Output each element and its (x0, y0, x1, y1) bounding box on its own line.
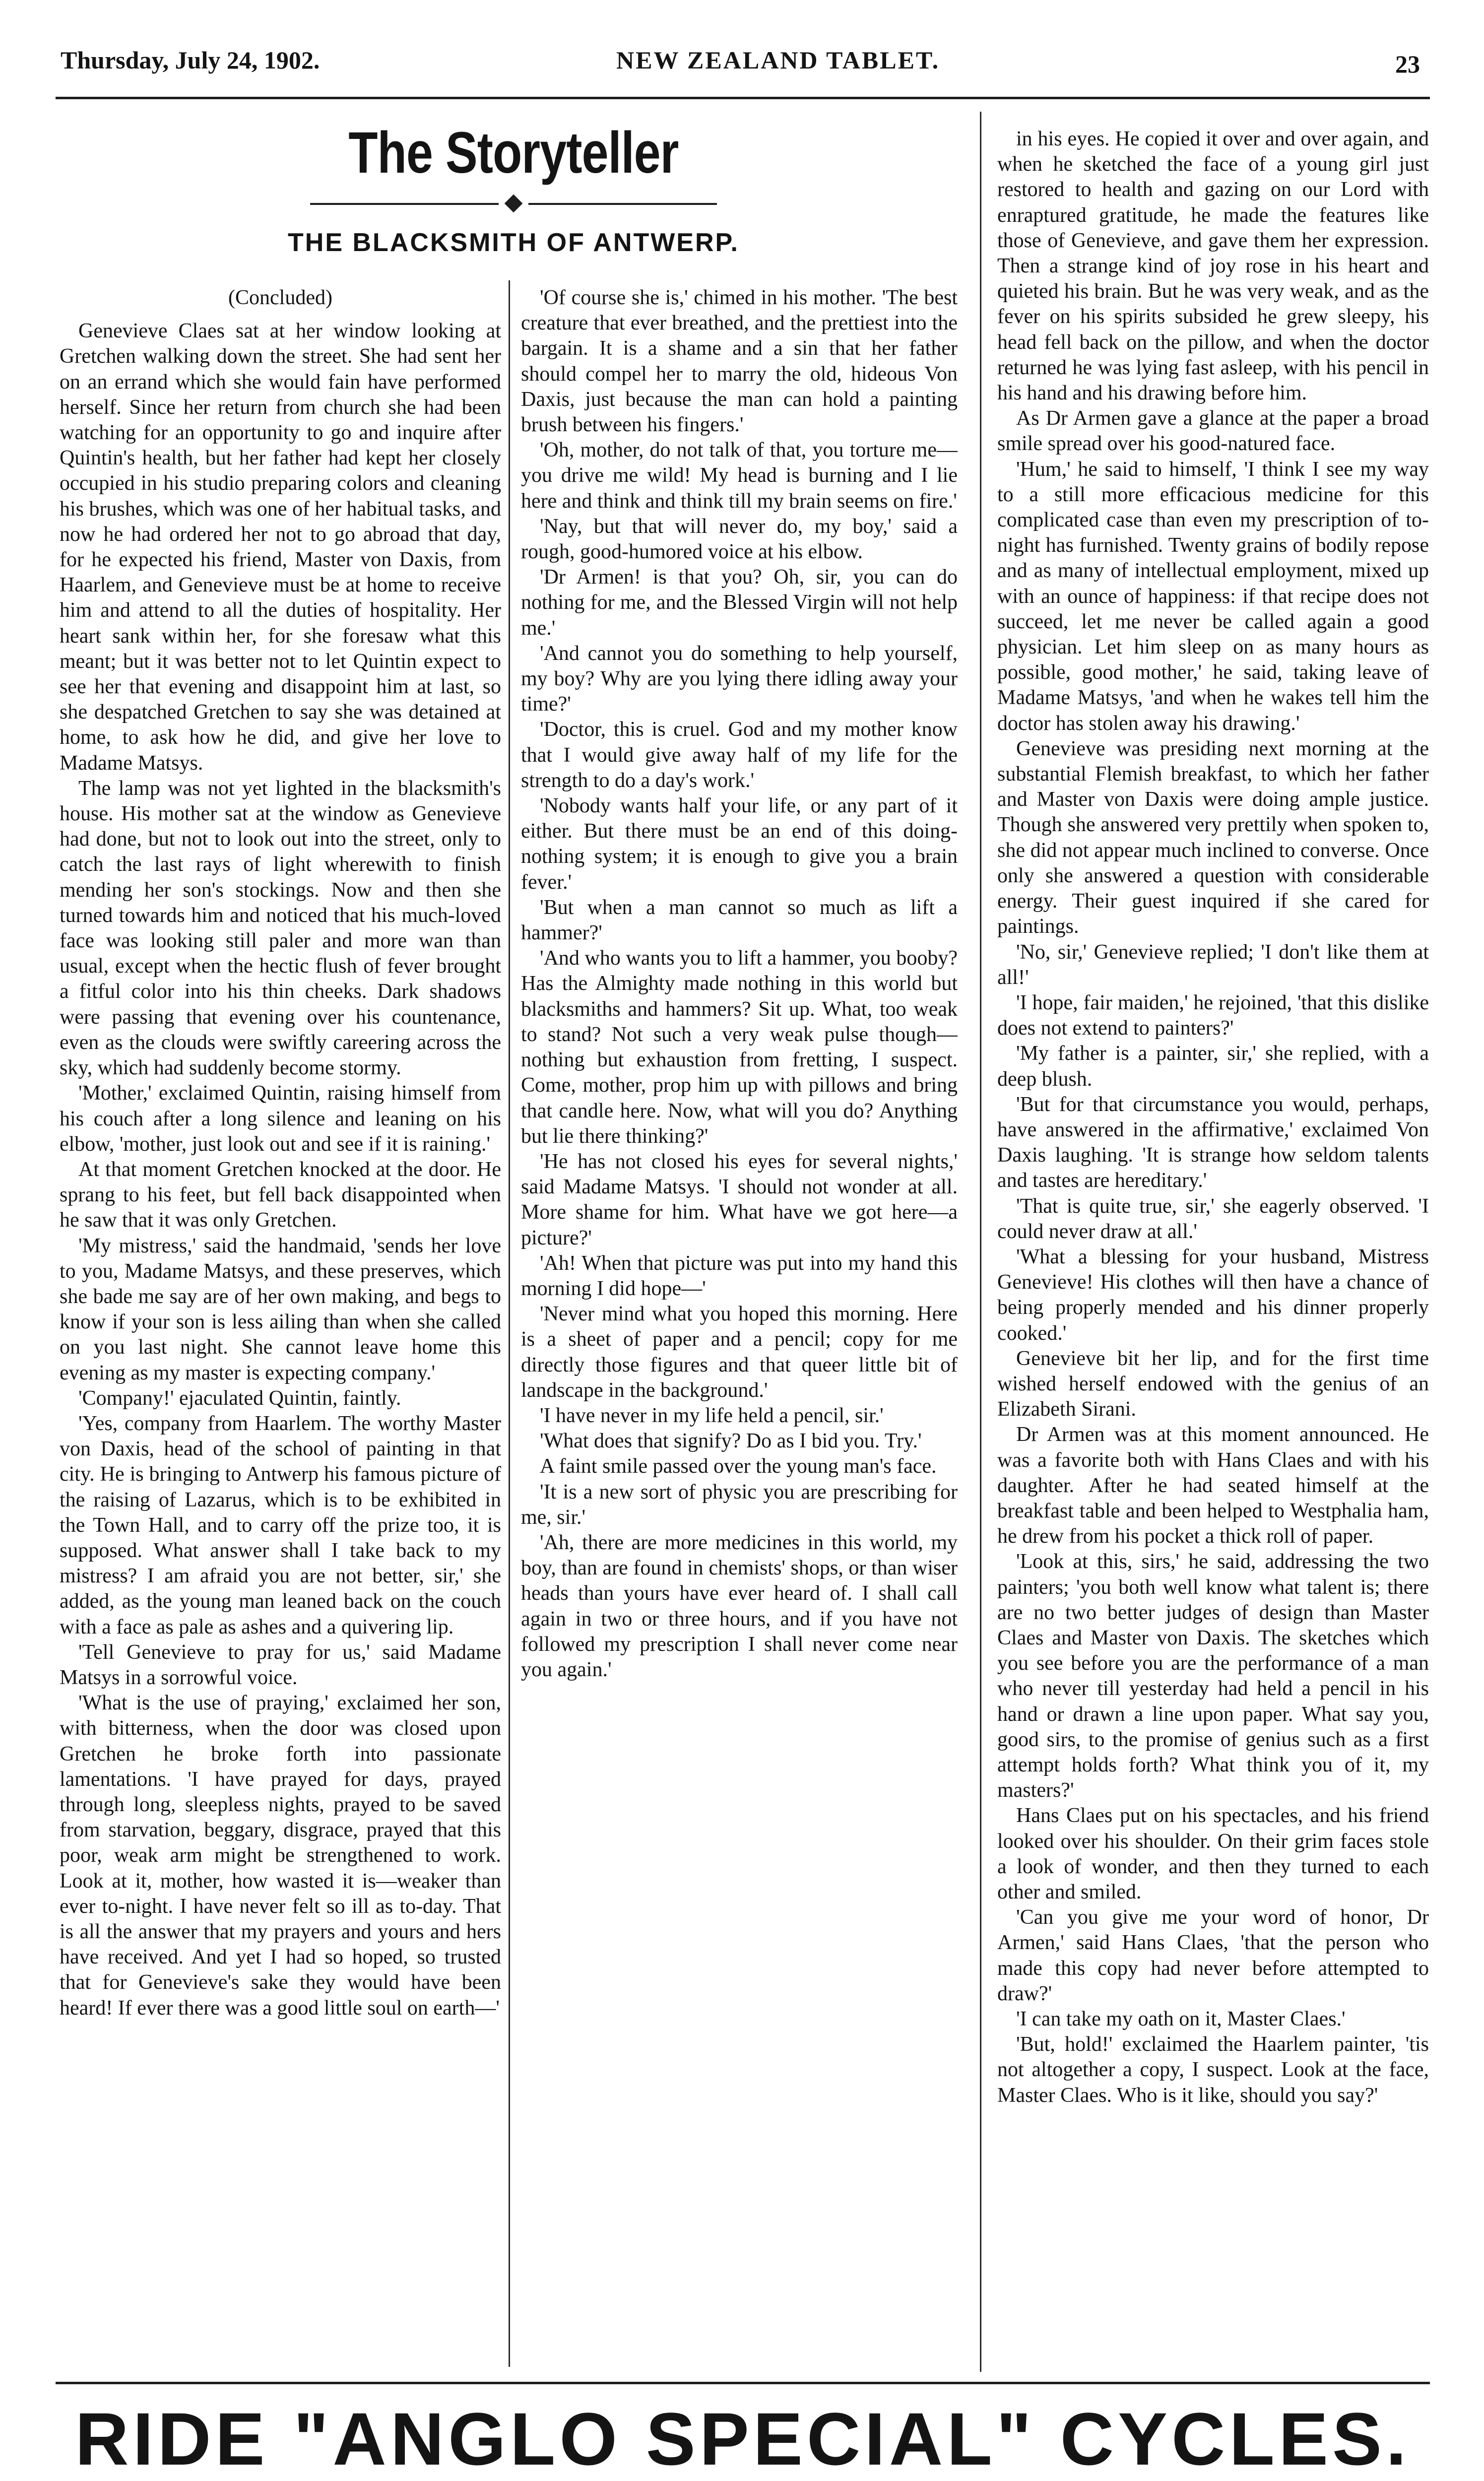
article-column-3 (997, 127, 1429, 2369)
paragraph: in his eyes. He copied it over and over again, and when he sketched the face of a young girl just restored to health and gazing on our Lord with enraptured gratitude, he made the features like those of Genevieve, and gave them her expression. Then a strange kind of joy rose in his heart and quieted his brain. But he was very weak, and as the fever on his spirits subsided he grew sleepy, his head fell back on the pillow, and when the doctor returned he was lying fast asleep, with his pencil in his hand and his drawing before him. (997, 128, 1429, 405)
column-divider-2 (980, 112, 981, 2372)
footer-rule (56, 2382, 1430, 2384)
paragraph: 'Nobody wants half your life, or any part of it either. But there must be an end of this doing-nothing system; it is enough to give you a brain fever.' (521, 794, 958, 894)
paragraph: 'But, hold!' exclaimed the Haarlem painter, 'tis not altogether a copy, I suspect. Look at the face, Master Claes. Who is it like, should you say?' (997, 2033, 1429, 2107)
title-ornament (310, 194, 717, 214)
paragraph: 'Oh, mother, do not talk of that, you torture me—you drive me wild! My head is burning and I lie here and think and think till my brain seems on fire.' (521, 439, 958, 513)
paragraph: 'Nay, but that will never do, my boy,' said a rough, good-humored voice at his elbow. (521, 515, 958, 564)
story-title: THE BLACKSMITH OF ANTWERP. (288, 228, 739, 257)
paragraph: 'My mistress,' said the handmaid, 'sends her love to you, Madame Matsys, and these preserves, which she bade me say are of her own making, and begs to know if your son is less ailing than when she called on you last night. She cannot leave home this evening as my master is expecting company.' (60, 1234, 501, 1384)
issue-date: Thursday, July 24, 1902. (61, 46, 320, 74)
paragraph: 'My father is a painter, sir,' she replied, with a deep blush. (997, 1042, 1429, 1091)
paragraph: 'What is the use of praying,' exclaimed her son, with bitterness, when the door was closed upon Gretchen he broke forth into passionate lamentations. 'I have prayed for days, prayed through long, sleepless nights, prayed to be saved from starvation, beggary, disgrace, prayed that this poor, weak arm might be strengthened to work. Look at it, mother, how wasted it is—weaker than ever to-night. I have never felt so ill as to-day. That is all the answer that my prayers and yours and hers have received. And yet I had so hoped, so trusted that for Genevieve's sake they would have been heard! If ever there was a good little soul on earth—' (60, 1692, 501, 2020)
diamond-ornament-icon (505, 195, 523, 213)
paragraph: 'Company!' ejaculated Quintin, faintly. (78, 1386, 401, 1410)
paragraph: 'It is a new sort of physic you are prescribing for me, sir.' (521, 1480, 958, 1529)
paragraph: 'Hum,' he said to himself, 'I think I see my way to a still more efficacious medicine for this complicated case than even my prescription of to-night has furnished. Twenty grains of bodily repose and as many of intellectual employment, mixed up with an ounce of happiness: if that recipe does not succeed, let me never be called again a good physician. Let him sleep on as many hours as possible, good mother,' he said, taking leave of Madame Matsys, 'and when he wakes tell him the doctor has stolen away his drawing.' (997, 457, 1429, 735)
paragraph: The lamp was not yet lighted in the blacksmith's house. His mother sat at the window as Genevieve had done, but not to look out into the street, only to catch the last rays of light wherewith to finish mending her son's stockings. Now and then she turned towards him and noticed that his much-loved face was looking still paler and more wan than usual, except when the hectic flush of fever brought a fitful color into his thin cheeks. Dark shadows were passing that evening over his countenance, even as the clouds were swiftly careering across the sky, which had suddenly become stormy. (60, 777, 501, 1080)
paragraph: 'I hope, fair maiden,' he rejoined, 'that this dislike does not extend to painters?' (997, 991, 1429, 1040)
paragraph: Genevieve was presiding next morning at the substantial Flemish breakfast, to which her father and Master von Daxis were doing ample justice. Though she answered very prettily when spoken to, she did not appear much inclined to converse. Once only she answered a question with considerable energy. Their guest inquired if she cared for paintings. (997, 737, 1429, 938)
paragraph: 'Dr Armen! is that you? Oh, sir, you can do nothing for me, and the Blessed Virgin will not help me.' (521, 566, 958, 640)
paragraph: Genevieve Claes sat at her window looking at Gretchen walking down the street. She had sent her on an errand which she would fain have performed herself. Since her return from church she had been watching for an opportunity to go and inquire after Quintin's health, but her father had kept her closely occupied in his studio preparing colors and cleaning his brushes, which was one of her habitual tasks, and now he had ordered her not to go abroad that day, for he expected his friend, Master von Daxis, from Haarlem, and Genevieve must be at home to receive him and attend to all the duties of hospitality. Her heart sank within her, for she foresaw what this meant; but it was better not to let Quintin expect to see her that evening and disappoint him at last, so she despatched Gretchen to say she was detained at home, to ask how he did, and give her love to Madame Matsys. (60, 320, 501, 775)
paragraph: 'Yes, company from Haarlem. The worthy Master von Daxis, head of the school of painting in that city. He is bringing to Antwerp his famous picture of the raising of Lazarus, which is to be exhibited in the Town Hall, and to carry off the prize too, it is supposed. What answer shall I take back to my mistress? I am afraid you are not better, sir,' she added, as the young man leaned back on the couch with a face as pale as ashes and a quivering lip. (60, 1412, 501, 1638)
paragraph: 'What does that signify? Do as I bid you. Try.' (540, 1430, 922, 1453)
paragraph: 'No, sir,' Genevieve replied; 'I don't like them at all!' (997, 940, 1429, 989)
paragraph: 'And cannot you do something to help yourself, my boy? Why are you lying there idling away your time?' (521, 642, 958, 716)
newspaper-title: NEW ZEALAND TABLET. (616, 46, 940, 74)
paragraph: 'And who wants you to lift a hammer, you booby? Has the Almighty made nothing in this world but blacksmiths and hammers? Sit up. What, too weak to stand? Not such a very weak pulse though—nothing but exhaustion from fretting, I suspect. Come, mother, prop him up with pillows and bring that candle here. Now, what will you do? Anything but lie there thinking?' (521, 947, 958, 1148)
paragraph: Dr Armen was at this moment announced. He was a favorite both with Hans Claes and with his daughter. After he had seated himself at the breakfast table and been helped to Westphalia ham, he drew from his pocket a thick roll of paper. (997, 1423, 1429, 1548)
header-rule (56, 97, 1430, 99)
paragraph: 'That is quite true, sir,' she eagerly observed. 'I could never draw at all.' (997, 1194, 1429, 1243)
concluded-note: (Concluded) (228, 286, 332, 309)
article-column-2 (521, 285, 958, 2367)
column-divider-1 (509, 280, 510, 2367)
paragraph: As Dr Armen gave a glance at the paper a broad smile spread over his good-natured face. (997, 407, 1429, 456)
paragraph: At that moment Gretchen knocked at the door. He sprang to his feet, but fell back disappointed when he saw that it was only Gretchen. (60, 1158, 501, 1232)
paragraph: 'Doctor, this is cruel. God and my mother know that I would give away half of my life for the strength to do a day's work.' (521, 718, 958, 792)
paragraph: 'Look at this, sirs,' he said, addressing the two painters; 'you both well know what talent is; there are no two better judges of design than Master Claes and Master von Daxis. The sketches which you see before you are the performance of a man who never till yesterday had held a pencil in his hand or drawn a line upon paper. What say you, good sirs, to the promise of genius such as a first attempt holds forth? What think you of it, my masters?' (997, 1550, 1429, 1802)
section-title: The Storyteller (348, 120, 679, 186)
paragraph: A faint smile passed over the young man's face. (540, 1455, 937, 1478)
article-column-1 (60, 285, 501, 2367)
section-heading (60, 112, 968, 275)
paragraph: 'Can you give me your word of honor, Dr Armen,' said Hans Claes, 'that the person who made this copy had never before attempted to draw?' (997, 1906, 1429, 2005)
paragraph: 'Mother,' exclaimed Quintin, raising himself from his couch after a long silence and leaning on his elbow, 'mother, just look out and see if it is raining.' (60, 1082, 501, 1156)
paragraph: 'I have never in my life held a pencil, sir.' (540, 1404, 884, 1427)
paragraph: 'Tell Genevieve to pray for us,' said Madame Matsys in a sorrowful voice. (60, 1640, 501, 1689)
page-number: 23 (1395, 50, 1420, 78)
paragraph: 'Ah! When that picture was put into my hand this morning I did hope—' (521, 1251, 958, 1300)
page-header (56, 46, 1430, 85)
paragraph: 'But when a man cannot so much as lift a hammer?' (521, 896, 958, 945)
paragraph: 'Of course she is,' chimed in his mother. 'The best creature that ever breathed, and the prettiest into the bargain. It is a shame and a sin that her father should compel her to marry the old, hideous Von Daxis, just because the man can hold a painting brush between his fingers.' (521, 286, 958, 437)
cycles-advertisement: RIDE "ANGLO SPECIAL" CYCLES. (75, 2397, 1411, 2481)
paragraph: 'Ah, there are more medicines in this world, my boy, than are found in chemists' shops, or than wiser heads than yours have ever heard of. I shall call again in two or three hours, and if you have not followed my prescription I shall never come near you again.' (521, 1531, 958, 1681)
paragraph: 'But for that circumstance you would, perhaps, have answered in the affirmative,' exclaimed Von Daxis laughing. 'It is strange how seldom talents and tastes are hereditary.' (997, 1093, 1429, 1192)
paragraph: 'I can take my oath on it, Master Claes.' (1016, 2008, 1346, 2031)
paragraph: 'Never mind what you hoped this morning. Here is a sheet of paper and a pencil; copy for me directly those figures and that queer little bit of landscape in the background.' (521, 1303, 958, 1402)
paragraph: 'What a blessing for your husband, Mistress Genevieve! His clothes will then have a chance of being properly mended and his dinner properly cooked.' (997, 1245, 1429, 1345)
paragraph: Hans Claes put on his spectacles, and his friend looked over his shoulder. On their grim faces stole a look of wonder, and then they turned to each other and smiled. (997, 1804, 1429, 1904)
paragraph: Genevieve bit her lip, and for the first time wished herself endowed with the genius of an Elizabeth Sirani. (997, 1347, 1429, 1421)
paragraph: 'He has not closed his eyes for several nights,' said Madame Matsys. 'I should not wonder at all. More shame for him. What have we got here—a picture?' (521, 1150, 958, 1249)
